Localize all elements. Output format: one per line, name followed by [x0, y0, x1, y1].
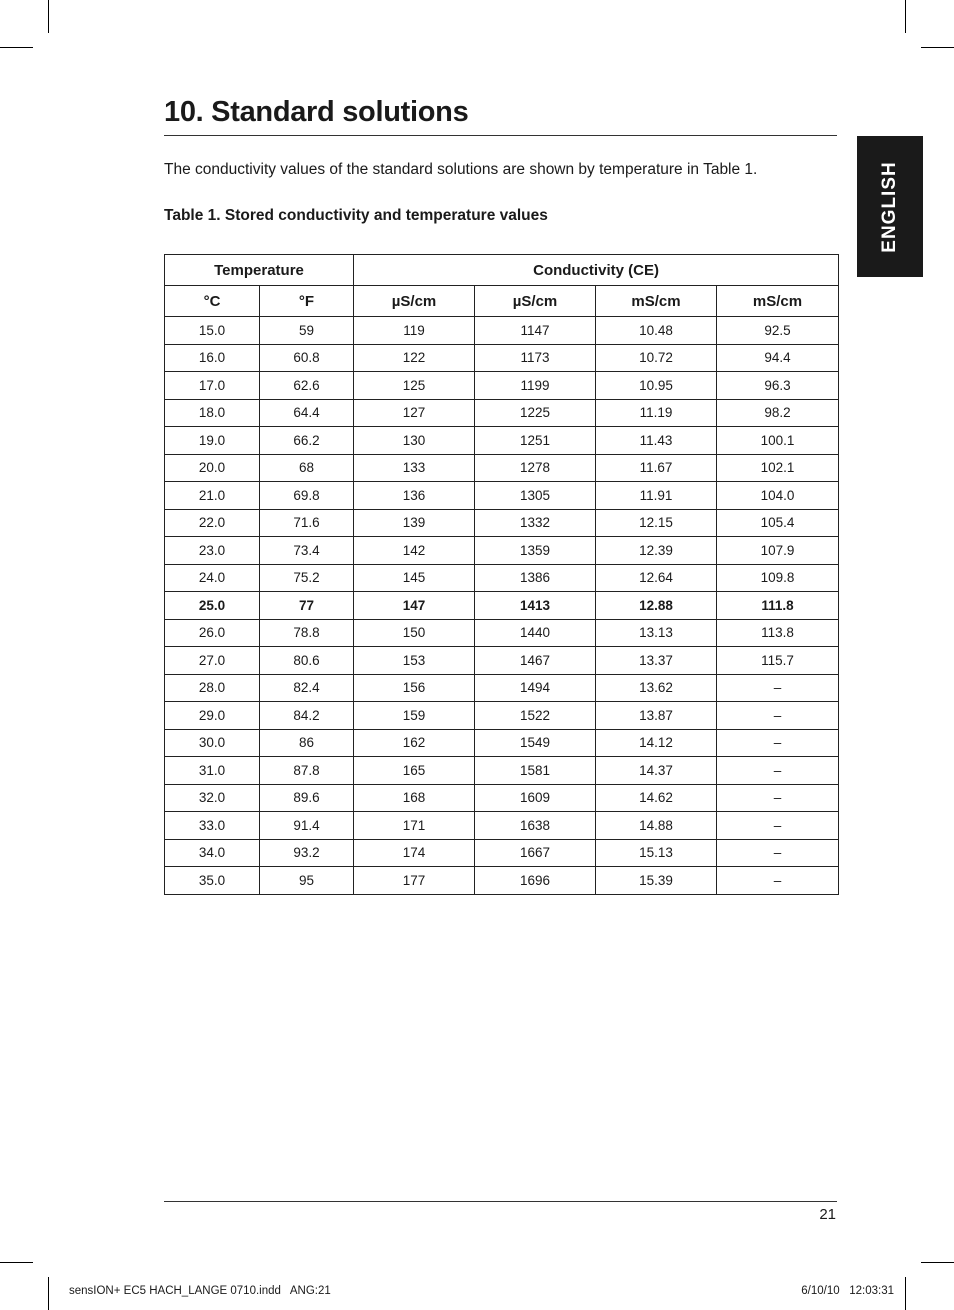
intro-paragraph: The conductivity values of the standard solutions are shown by temperature in Table 1. [164, 161, 758, 178]
table-cell: 28.0 [165, 674, 260, 702]
table-cell: 14.88 [596, 812, 717, 840]
title-rule [164, 135, 837, 136]
table-cell: 78.8 [260, 619, 354, 647]
table-row [165, 784, 839, 812]
table-row [165, 317, 839, 345]
table-cell: 11.67 [596, 454, 717, 482]
table-cell: 130 [354, 427, 475, 455]
column-header: µS/cm [354, 286, 475, 317]
table-cell: 35.0 [165, 867, 260, 895]
group-header-temperature: Temperature [165, 255, 354, 286]
table-cell: 16.0 [165, 344, 260, 372]
table-cell: 23.0 [165, 537, 260, 565]
table-cell: 168 [354, 784, 475, 812]
table-cell: 174 [354, 839, 475, 867]
table-cell: 77 [260, 592, 354, 620]
table-cell: 1332 [475, 509, 596, 537]
table-cell: 17.0 [165, 372, 260, 400]
table-cell: 30.0 [165, 729, 260, 757]
table-cell: 125 [354, 372, 475, 400]
page-number: 21 [819, 1206, 836, 1223]
crop-mark [921, 47, 954, 48]
table-cell: 94.4 [717, 344, 839, 372]
table-cell: – [717, 674, 839, 702]
table-cell: 145 [354, 564, 475, 592]
table-cell: 10.95 [596, 372, 717, 400]
table-cell: 102.1 [717, 454, 839, 482]
table-cell: 59 [260, 317, 354, 345]
table-cell: – [717, 729, 839, 757]
table-cell: 18.0 [165, 399, 260, 427]
table-cell: 34.0 [165, 839, 260, 867]
table-group-header-row [165, 255, 839, 286]
crop-mark [0, 47, 33, 48]
group-header-conductivity: Conductivity (CE) [354, 255, 839, 286]
table-cell: 1667 [475, 839, 596, 867]
table-cell: – [717, 784, 839, 812]
table-cell: 177 [354, 867, 475, 895]
crop-mark [48, 0, 49, 33]
table-cell: 98.2 [717, 399, 839, 427]
table-row [165, 344, 839, 372]
table-cell: 15.13 [596, 839, 717, 867]
page-title: 10. Standard solutions [164, 96, 469, 128]
table-cell: 1386 [475, 564, 596, 592]
table-cell: 12.15 [596, 509, 717, 537]
table-row [165, 867, 839, 895]
table-row [165, 702, 839, 730]
crop-mark [921, 1262, 954, 1263]
table-cell: 1440 [475, 619, 596, 647]
table-cell: 11.43 [596, 427, 717, 455]
table-cell: 14.62 [596, 784, 717, 812]
table-row [165, 729, 839, 757]
table-row [165, 647, 839, 675]
table-cell: 13.87 [596, 702, 717, 730]
crop-mark [48, 1277, 49, 1310]
table-cell: 62.6 [260, 372, 354, 400]
crop-mark [0, 1262, 33, 1263]
table-cell: – [717, 867, 839, 895]
table-cell: 31.0 [165, 757, 260, 785]
table-cell: 1199 [475, 372, 596, 400]
table-cell: 119 [354, 317, 475, 345]
table-cell: 122 [354, 344, 475, 372]
table-cell: 113.8 [717, 619, 839, 647]
table-cell: 89.6 [260, 784, 354, 812]
table-cell: 109.8 [717, 564, 839, 592]
table-caption: Table 1. Stored conductivity and temperature values [164, 207, 548, 224]
table-cell: 15.39 [596, 867, 717, 895]
table-cell: 136 [354, 482, 475, 510]
table-cell: 156 [354, 674, 475, 702]
table-row [165, 812, 839, 840]
column-header: mS/cm [596, 286, 717, 317]
print-slug-date: 6/10/10 12:03:31 [801, 1285, 894, 1297]
table-cell: 100.1 [717, 427, 839, 455]
table-cell: 12.88 [596, 592, 717, 620]
table-cell: 29.0 [165, 702, 260, 730]
table-cell: 80.6 [260, 647, 354, 675]
table-cell: 95 [260, 867, 354, 895]
table-cell: 64.4 [260, 399, 354, 427]
table-cell: 11.19 [596, 399, 717, 427]
table-cell: 75.2 [260, 564, 354, 592]
table-cell: 21.0 [165, 482, 260, 510]
table-row [165, 482, 839, 510]
table-cell: 1522 [475, 702, 596, 730]
table-cell: 82.4 [260, 674, 354, 702]
table-cell: 60.8 [260, 344, 354, 372]
table-cell: 115.7 [717, 647, 839, 675]
footer-rule [164, 1201, 837, 1202]
table-cell: 1609 [475, 784, 596, 812]
table-cell: 1305 [475, 482, 596, 510]
table-cell: 12.39 [596, 537, 717, 565]
crop-mark [905, 0, 906, 33]
table-cell: 1278 [475, 454, 596, 482]
table-cell: 87.8 [260, 757, 354, 785]
table-cell: 1359 [475, 537, 596, 565]
table-cell: 171 [354, 812, 475, 840]
table-row [165, 399, 839, 427]
table-cell: 15.0 [165, 317, 260, 345]
table-cell: 1696 [475, 867, 596, 895]
table-cell: 93.2 [260, 839, 354, 867]
table-row [165, 537, 839, 565]
table-cell: 1467 [475, 647, 596, 675]
table-cell: 1225 [475, 399, 596, 427]
column-header: mS/cm [717, 286, 839, 317]
table-cell: 133 [354, 454, 475, 482]
table-cell: 66.2 [260, 427, 354, 455]
table-cell: 96.3 [717, 372, 839, 400]
table-cell: 1494 [475, 674, 596, 702]
table-cell: 24.0 [165, 564, 260, 592]
table-cell: 147 [354, 592, 475, 620]
table-cell: – [717, 702, 839, 730]
table-cell: 13.62 [596, 674, 717, 702]
column-header: °C [165, 286, 260, 317]
table-cell: – [717, 839, 839, 867]
table-cell: 165 [354, 757, 475, 785]
conductivity-table [164, 254, 839, 895]
table-cell: 26.0 [165, 619, 260, 647]
table-cell: 150 [354, 619, 475, 647]
table-cell: 86 [260, 729, 354, 757]
table-cell: 68 [260, 454, 354, 482]
table-cell: 162 [354, 729, 475, 757]
table-cell: 33.0 [165, 812, 260, 840]
column-header: µS/cm [475, 286, 596, 317]
table-row [165, 509, 839, 537]
table-cell: 19.0 [165, 427, 260, 455]
table-cell: 104.0 [717, 482, 839, 510]
table-row [165, 564, 839, 592]
table-row [165, 427, 839, 455]
table-cell: 71.6 [260, 509, 354, 537]
table-row [165, 372, 839, 400]
table-cell: 142 [354, 537, 475, 565]
table-cell: 13.13 [596, 619, 717, 647]
table-cell: – [717, 757, 839, 785]
table-cell: 1147 [475, 317, 596, 345]
table-cell: 20.0 [165, 454, 260, 482]
table-cell: 27.0 [165, 647, 260, 675]
table-cell: 13.37 [596, 647, 717, 675]
table-cell: 73.4 [260, 537, 354, 565]
table-cell: 1251 [475, 427, 596, 455]
table-cell: 1581 [475, 757, 596, 785]
table-cell: 10.72 [596, 344, 717, 372]
table-cell: 111.8 [717, 592, 839, 620]
table-cell: 84.2 [260, 702, 354, 730]
table-row [165, 674, 839, 702]
table-cell: 1173 [475, 344, 596, 372]
table-cell: 105.4 [717, 509, 839, 537]
table-row [165, 757, 839, 785]
table-cell: 127 [354, 399, 475, 427]
language-tab [857, 136, 923, 277]
table-cell: 12.64 [596, 564, 717, 592]
print-slug-file: sensION+ EC5 HACH_LANGE 0710.indd ANG:21 [69, 1285, 331, 1297]
table-cell: 1549 [475, 729, 596, 757]
table-cell: 14.12 [596, 729, 717, 757]
table-cell: – [717, 812, 839, 840]
table-cell: 1413 [475, 592, 596, 620]
table-cell: 139 [354, 509, 475, 537]
table-cell: 10.48 [596, 317, 717, 345]
crop-mark [905, 1277, 906, 1310]
table-cell: 14.37 [596, 757, 717, 785]
table-cell: 32.0 [165, 784, 260, 812]
table-cell: 159 [354, 702, 475, 730]
language-tab-label: ENGLISH [879, 160, 900, 253]
table-cell: 153 [354, 647, 475, 675]
table-cell: 11.91 [596, 482, 717, 510]
table-row [165, 619, 839, 647]
table-row [165, 454, 839, 482]
table-cell: 25.0 [165, 592, 260, 620]
table-cell: 22.0 [165, 509, 260, 537]
table-row [165, 592, 839, 620]
table-body [165, 317, 839, 895]
table-row [165, 839, 839, 867]
table-cell: 92.5 [717, 317, 839, 345]
table-cell: 69.8 [260, 482, 354, 510]
table-cell: 91.4 [260, 812, 354, 840]
table-unit-header-row [165, 286, 839, 317]
column-header: °F [260, 286, 354, 317]
table-cell: 1638 [475, 812, 596, 840]
table-cell: 107.9 [717, 537, 839, 565]
